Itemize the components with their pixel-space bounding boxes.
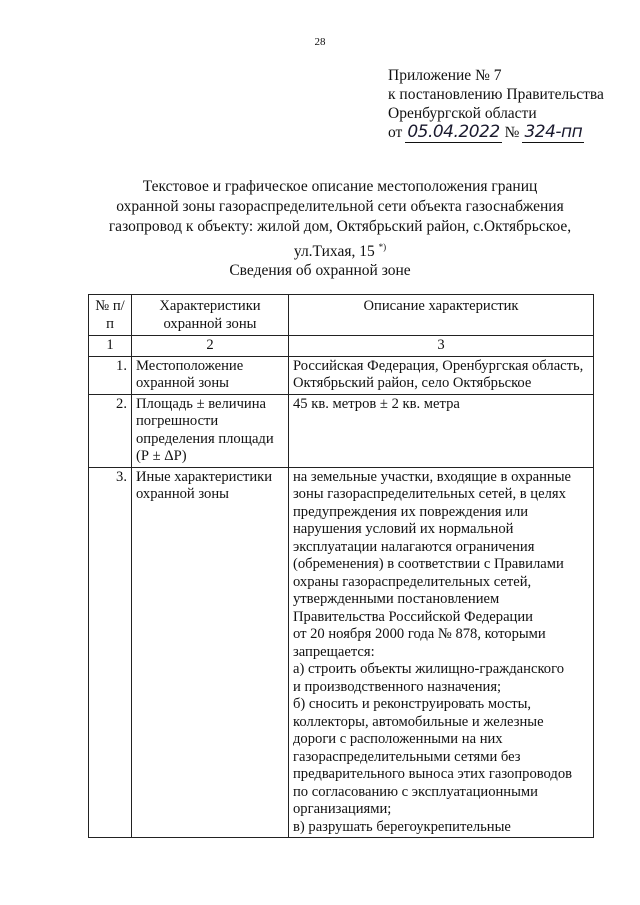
desc-line: зоны газораспределительных сетей, в целях (293, 486, 566, 502)
column-number-row (89, 336, 594, 357)
header-description: Описание характеристик (289, 295, 594, 336)
table-row (89, 467, 594, 838)
desc-line: предупреждения их повреждения или (293, 503, 529, 520)
appendix-date-line (388, 123, 604, 143)
header-number: № п/п (89, 295, 132, 336)
desc-line: а) строить объекты жилищно-гражданского (293, 661, 565, 677)
table-row (89, 356, 594, 394)
desc-line: на земельные участки, входящие в охранные (293, 468, 572, 485)
desc-line: запрещается: (293, 643, 375, 660)
row-characteristic: Иные характеристики охранной зоны (132, 467, 289, 838)
row-characteristic: Местоположение охранной зоны (132, 356, 289, 394)
title-line-2: охранной зоны газораспределительной сети объекта газоснабжения (116, 198, 564, 215)
header-characteristics: Характеристики охранной зоны (132, 295, 289, 336)
document-title (70, 177, 610, 262)
handwritten-date: 05.04.2022 (407, 122, 500, 142)
row-characteristic: Площадь ± величина погрешности определения площади (Р ± ΔР) (132, 394, 289, 467)
column-number-3: 3 (289, 336, 594, 357)
desc-line: охраны газораспределительных сетей, (293, 573, 532, 590)
row-description: 45 кв. метров ± 2 кв. метра (289, 394, 594, 467)
zone-info-table (88, 294, 594, 838)
desc-line: по согласованию с эксплуатационными (293, 783, 538, 800)
desc-line: нарушения условий их нормальной (293, 521, 514, 537)
title-line-4-wrap (70, 237, 610, 262)
title-line-1: Текстовое и графическое описание местоположения границ (142, 178, 538, 195)
desc-line: Правительства Российской Федерации (293, 608, 533, 625)
row-number: 3. (89, 467, 132, 838)
number-sign: № (504, 124, 520, 141)
title-line-3: газопровод к объекту: жилой дом, Октябрьский район, с.Октябрьское, (108, 218, 572, 235)
desc-line: и производственного назначения; (293, 678, 502, 695)
desc-line: (обременения) в соответствии с Правилами (293, 556, 564, 572)
appendix-prefix: от (388, 124, 403, 141)
handwritten-number: 324-пп (524, 122, 583, 142)
appendix-line-3: Оренбургской области (388, 105, 537, 122)
desc-line: коллекторы, автомобильные и железные (293, 713, 544, 730)
section-subtitle: Сведения об охранной зоне (229, 262, 411, 279)
desc-line: газораспределительными сетями без (293, 748, 521, 765)
table-row (89, 394, 594, 467)
row-description: Российская Федерация, Оренбургская область, Октябрьский район, село Октябрьское (289, 356, 594, 394)
column-number-1: 1 (89, 336, 132, 357)
desc-line: б) сносить и реконструировать мосты, (293, 696, 532, 712)
appendix-line-2: к постановлению Правительства (388, 86, 604, 103)
row-number: 1. (89, 356, 132, 394)
desc-line: в) разрушать берегоукрепительные (293, 818, 511, 835)
desc-line: организациями; (293, 801, 392, 817)
desc-line: утвержденными постановлением (293, 591, 500, 607)
column-number-2: 2 (132, 336, 289, 357)
appendix-line-1: Приложение № 7 (388, 67, 502, 84)
desc-line: от 20 ноября 2000 года № 878, которыми (293, 626, 546, 642)
title-line-4: ул.Тихая, 15 (293, 243, 375, 261)
table-header-row (89, 295, 594, 336)
row-number: 2. (89, 394, 132, 467)
row-description (289, 467, 594, 838)
appendix-header (388, 66, 604, 143)
desc-line: эксплуатации налагаются ограничения (293, 538, 535, 555)
desc-line: дороги с расположенными на них (293, 731, 503, 747)
page-number: 28 (314, 36, 326, 48)
desc-line: предварительного выноса этих газопроводов (293, 766, 573, 782)
footnote-mark: *) (378, 242, 387, 252)
